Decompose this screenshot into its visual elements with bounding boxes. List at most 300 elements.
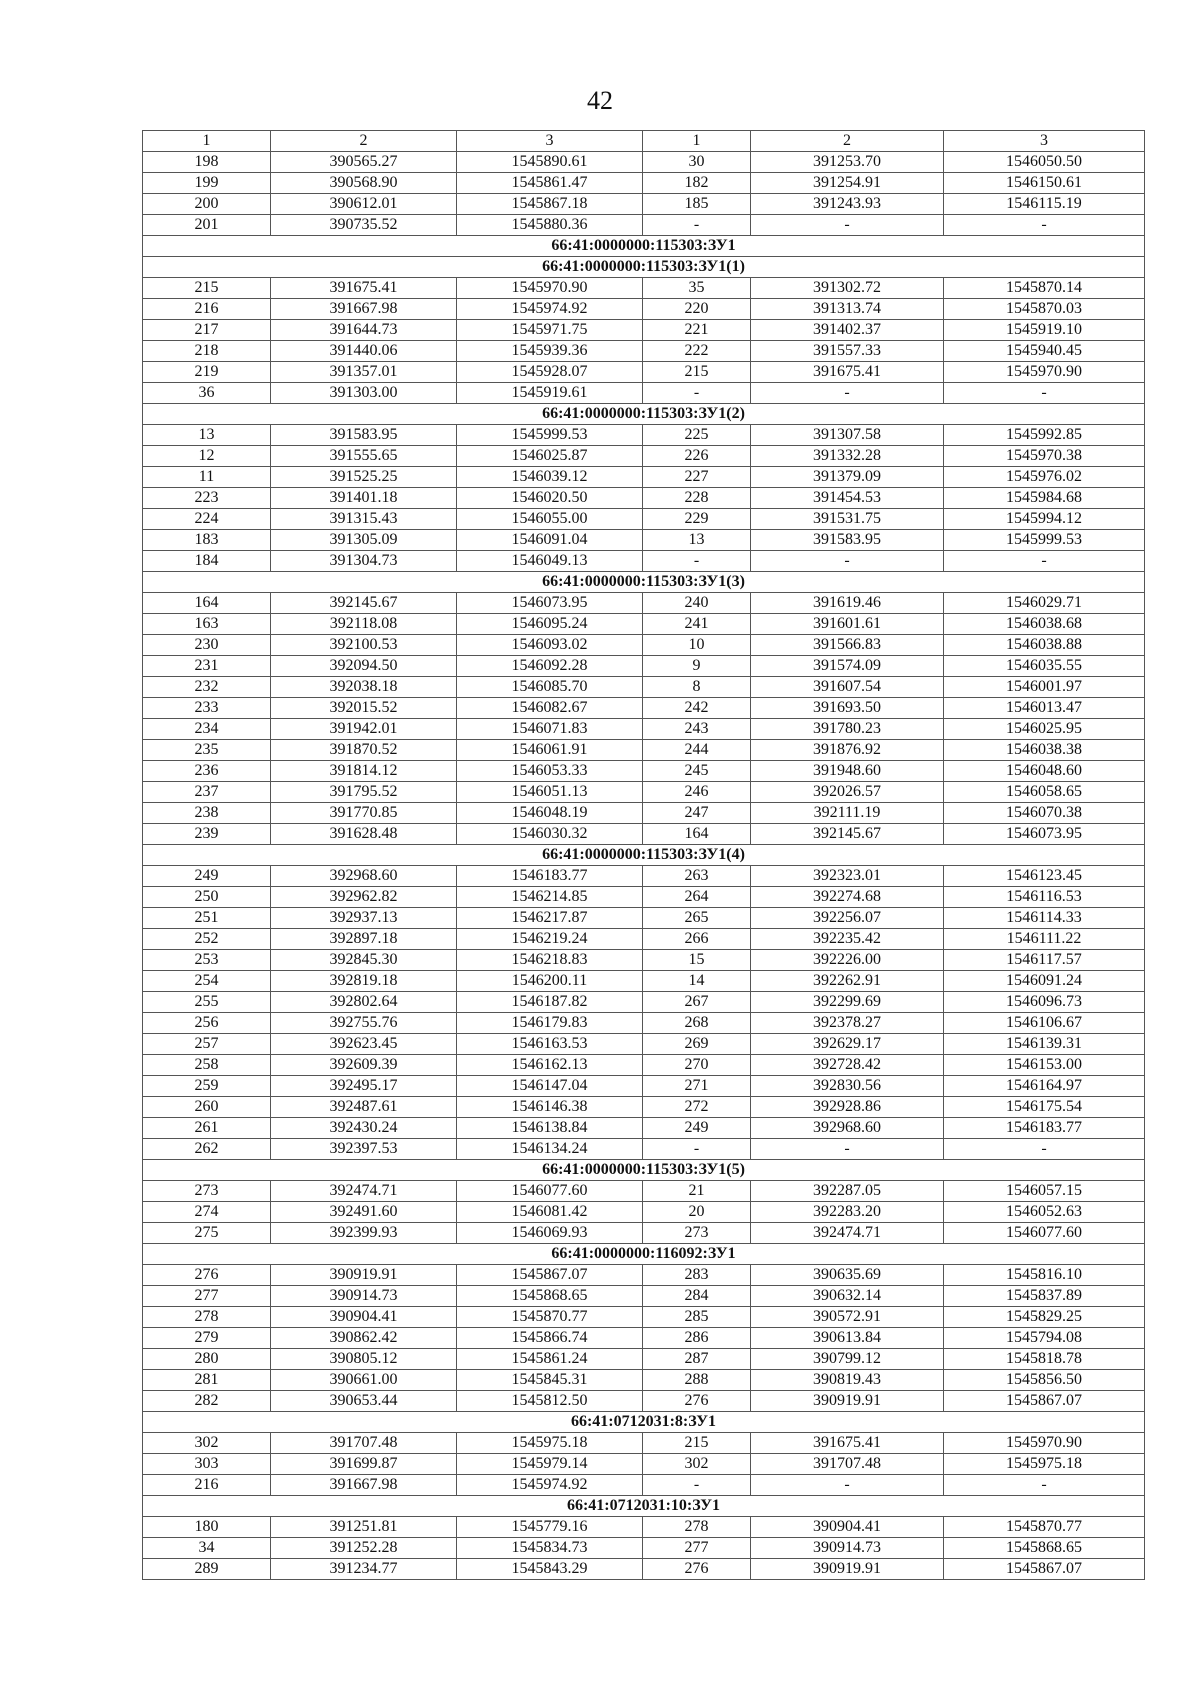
- table-row: [143, 530, 1145, 551]
- table-cell: 34: [143, 1538, 271, 1559]
- cadastral-number-heading: 66:41:0000000:115303:ЗУ1(5): [143, 1160, 1145, 1181]
- table-cell: 392299.69: [751, 992, 944, 1013]
- table-cell: 392323.01: [751, 866, 944, 887]
- table-cell: 30: [643, 152, 751, 173]
- table-cell: 391304.73: [271, 551, 457, 572]
- table-cell: 276: [643, 1391, 751, 1412]
- table-cell: 392145.67: [751, 824, 944, 845]
- table-cell: 1545970.90: [457, 278, 643, 299]
- table-cell: 263: [643, 866, 751, 887]
- table-cell: 227: [643, 467, 751, 488]
- section-title-row: [143, 1496, 1145, 1517]
- table-cell: 223: [143, 488, 271, 509]
- table-cell: 391315.43: [271, 509, 457, 530]
- table-cell: 391870.52: [271, 740, 457, 761]
- table-cell: 392962.82: [271, 887, 457, 908]
- table-cell: 1546214.85: [457, 887, 643, 908]
- table-row: [143, 635, 1145, 656]
- table-cell: 278: [143, 1307, 271, 1328]
- table-cell: 35: [643, 278, 751, 299]
- table-cell: 1546025.87: [457, 446, 643, 467]
- table-row: [143, 299, 1145, 320]
- table-cell: 1545843.29: [457, 1559, 643, 1580]
- table-cell: 1546116.53: [944, 887, 1145, 908]
- table-row: [143, 194, 1145, 215]
- table-cell: 1545971.75: [457, 320, 643, 341]
- table-cell: 391307.58: [751, 425, 944, 446]
- header-cell: 3: [944, 131, 1145, 152]
- table-cell: 390735.52: [271, 215, 457, 236]
- table-cell: 392897.18: [271, 929, 457, 950]
- table-cell: 392623.45: [271, 1034, 457, 1055]
- table-cell: 9: [643, 656, 751, 677]
- table-cell: 391876.92: [751, 740, 944, 761]
- table-cell: 257: [143, 1034, 271, 1055]
- table-cell: 392262.91: [751, 971, 944, 992]
- table-cell: 391601.61: [751, 614, 944, 635]
- table-cell: 265: [643, 908, 751, 929]
- table-cell: 1545794.08: [944, 1328, 1145, 1349]
- table-row: [143, 824, 1145, 845]
- table-cell: 390919.91: [271, 1265, 457, 1286]
- section-title-row: [143, 572, 1145, 593]
- table-cell: 392256.07: [751, 908, 944, 929]
- table-cell: 199: [143, 173, 271, 194]
- table-cell: -: [751, 551, 944, 572]
- table-cell: 391251.81: [271, 1517, 457, 1538]
- table-cell: 1546051.13: [457, 782, 643, 803]
- table-cell: 1546134.24: [457, 1139, 643, 1160]
- table-cell: 391243.93: [751, 194, 944, 215]
- table-row: [143, 1433, 1145, 1454]
- table-cell: 391303.00: [271, 383, 457, 404]
- table-cell: 249: [143, 866, 271, 887]
- table-cell: 390572.91: [751, 1307, 944, 1328]
- table-cell: 1546085.70: [457, 677, 643, 698]
- header-cell: 2: [271, 131, 457, 152]
- table-row: [143, 425, 1145, 446]
- table-cell: 220: [643, 299, 751, 320]
- table-cell: 391619.46: [751, 593, 944, 614]
- table-cell: 392094.50: [271, 656, 457, 677]
- table-cell: 1545867.18: [457, 194, 643, 215]
- table-row: [143, 1181, 1145, 1202]
- table-row: [143, 593, 1145, 614]
- table-cell: 392629.17: [751, 1034, 944, 1055]
- table-cell: 277: [143, 1286, 271, 1307]
- table-cell: 392802.64: [271, 992, 457, 1013]
- table-cell: 255: [143, 992, 271, 1013]
- table-cell: 391814.12: [271, 761, 457, 782]
- table-cell: 268: [643, 1013, 751, 1034]
- table-cell: -: [643, 1139, 751, 1160]
- table-cell: 1546183.77: [944, 1118, 1145, 1139]
- table-cell: 1546183.77: [457, 866, 643, 887]
- table-cell: 1546077.60: [457, 1181, 643, 1202]
- table-cell: 1545970.38: [944, 446, 1145, 467]
- table-cell: 391357.01: [271, 362, 457, 383]
- table-cell: 216: [143, 1475, 271, 1496]
- table-row: [143, 341, 1145, 362]
- cadastral-number-heading: 66:41:0712031:10:ЗУ1: [143, 1496, 1145, 1517]
- cadastral-number-heading: 66:41:0712031:8:ЗУ1: [143, 1412, 1145, 1433]
- table-cell: 1546095.24: [457, 614, 643, 635]
- table-cell: 1545868.65: [457, 1286, 643, 1307]
- table-cell: 1546039.12: [457, 467, 643, 488]
- table-row: [143, 383, 1145, 404]
- table-cell: 1546071.83: [457, 719, 643, 740]
- table-cell: 1545870.77: [944, 1517, 1145, 1538]
- table-row: [143, 1139, 1145, 1160]
- table-cell: 238: [143, 803, 271, 824]
- table-cell: 269: [643, 1034, 751, 1055]
- table-cell: 1545970.90: [944, 1433, 1145, 1454]
- table-cell: 1546013.47: [944, 698, 1145, 719]
- table-cell: 391332.28: [751, 446, 944, 467]
- table-cell: 267: [643, 992, 751, 1013]
- table-cell: 1546146.38: [457, 1097, 643, 1118]
- table-row: [143, 1223, 1145, 1244]
- table-cell: 1545812.50: [457, 1391, 643, 1412]
- table-cell: 391557.33: [751, 341, 944, 362]
- table-row: [143, 173, 1145, 194]
- table-cell: 392728.42: [751, 1055, 944, 1076]
- table-cell: 182: [643, 173, 751, 194]
- table-cell: 11: [143, 467, 271, 488]
- table-cell: 272: [643, 1097, 751, 1118]
- table-cell: 217: [143, 320, 271, 341]
- table-cell: 391675.41: [751, 1433, 944, 1454]
- table-cell: 1546091.24: [944, 971, 1145, 992]
- table-cell: 392378.27: [751, 1013, 944, 1034]
- table-cell: 391699.87: [271, 1454, 457, 1475]
- table-cell: 302: [643, 1454, 751, 1475]
- table-cell: -: [751, 1139, 944, 1160]
- table-cell: 1546163.53: [457, 1034, 643, 1055]
- table-cell: 1546153.00: [944, 1055, 1145, 1076]
- table-row: [143, 1013, 1145, 1034]
- table-cell: 164: [643, 824, 751, 845]
- table-cell: 247: [643, 803, 751, 824]
- table-cell: 1546029.71: [944, 593, 1145, 614]
- table-cell: 392111.19: [751, 803, 944, 824]
- table-cell: 13: [143, 425, 271, 446]
- table-cell: 245: [643, 761, 751, 782]
- table-cell: 278: [643, 1517, 751, 1538]
- table-cell: 1545984.68: [944, 488, 1145, 509]
- table-row: [143, 1202, 1145, 1223]
- table-row: [143, 887, 1145, 908]
- table-cell: 20: [643, 1202, 751, 1223]
- table-cell: 1546058.65: [944, 782, 1145, 803]
- table-cell: 185: [643, 194, 751, 215]
- table-row: [143, 509, 1145, 530]
- table-cell: 237: [143, 782, 271, 803]
- table-cell: 289: [143, 1559, 271, 1580]
- table-cell: 390565.27: [271, 152, 457, 173]
- table-cell: 1545919.61: [457, 383, 643, 404]
- table-cell: 261: [143, 1118, 271, 1139]
- table-cell: 1546069.93: [457, 1223, 643, 1244]
- table-cell: 10: [643, 635, 751, 656]
- table-cell: 1545970.90: [944, 362, 1145, 383]
- table-cell: 390661.00: [271, 1370, 457, 1391]
- table-row: [143, 782, 1145, 803]
- table-cell: 1545867.07: [944, 1391, 1145, 1412]
- table-cell: 390919.91: [751, 1391, 944, 1412]
- table-cell: 284: [643, 1286, 751, 1307]
- table-cell: 21: [643, 1181, 751, 1202]
- table-cell: 1546035.55: [944, 656, 1145, 677]
- table-cell: 391948.60: [751, 761, 944, 782]
- table-cell: 244: [643, 740, 751, 761]
- table-cell: 243: [643, 719, 751, 740]
- table-cell: 1545870.14: [944, 278, 1145, 299]
- table-cell: 391440.06: [271, 341, 457, 362]
- coordinates-table: [142, 130, 1145, 1580]
- table-cell: 180: [143, 1517, 271, 1538]
- table-cell: 163: [143, 614, 271, 635]
- table-cell: 1545834.73: [457, 1538, 643, 1559]
- table-cell: 1546038.38: [944, 740, 1145, 761]
- cadastral-number-heading: 66:41:0000000:115303:ЗУ1(1): [143, 257, 1145, 278]
- table-cell: -: [944, 1139, 1145, 1160]
- table-row: [143, 1370, 1145, 1391]
- table-cell: 391667.98: [271, 299, 457, 320]
- table-cell: 282: [143, 1391, 271, 1412]
- table-cell: 1546055.00: [457, 509, 643, 530]
- table-cell: 216: [143, 299, 271, 320]
- table-cell: 219: [143, 362, 271, 383]
- table-cell: 390632.14: [751, 1286, 944, 1307]
- table-cell: 1546111.22: [944, 929, 1145, 950]
- table-cell: 392145.67: [271, 593, 457, 614]
- table-cell: 1546061.91: [457, 740, 643, 761]
- table-cell: 198: [143, 152, 271, 173]
- table-cell: 1545890.61: [457, 152, 643, 173]
- table-cell: 1545816.10: [944, 1265, 1145, 1286]
- table-row: [143, 278, 1145, 299]
- table-cell: 392026.57: [751, 782, 944, 803]
- table-cell: 241: [643, 614, 751, 635]
- table-cell: -: [643, 1475, 751, 1496]
- table-cell: 391675.41: [751, 362, 944, 383]
- table-cell: 390653.44: [271, 1391, 457, 1412]
- table-cell: 390919.91: [751, 1559, 944, 1580]
- table-cell: 259: [143, 1076, 271, 1097]
- table-cell: 391379.09: [751, 467, 944, 488]
- table-cell: 392100.53: [271, 635, 457, 656]
- table-row: [143, 362, 1145, 383]
- table-cell: 228: [643, 488, 751, 509]
- table-cell: 392038.18: [271, 677, 457, 698]
- table-cell: 215: [143, 278, 271, 299]
- table-cell: 392819.18: [271, 971, 457, 992]
- table-cell: 285: [643, 1307, 751, 1328]
- table-cell: 12: [143, 446, 271, 467]
- table-cell: 391707.48: [271, 1433, 457, 1454]
- table-cell: 1546217.87: [457, 908, 643, 929]
- table-cell: 262: [143, 1139, 271, 1160]
- table-cell: 1546200.11: [457, 971, 643, 992]
- table-row: [143, 467, 1145, 488]
- table-cell: -: [643, 215, 751, 236]
- coordinates-table-body: [143, 131, 1145, 1580]
- table-cell: 1546138.84: [457, 1118, 643, 1139]
- table-cell: 258: [143, 1055, 271, 1076]
- table-cell: 276: [643, 1559, 751, 1580]
- table-row: [143, 1328, 1145, 1349]
- table-cell: 1546077.60: [944, 1223, 1145, 1244]
- table-cell: 392397.53: [271, 1139, 457, 1160]
- table-cell: 1546150.61: [944, 173, 1145, 194]
- table-cell: -: [944, 1475, 1145, 1496]
- table-cell: 221: [643, 320, 751, 341]
- table-cell: 1546114.33: [944, 908, 1145, 929]
- table-cell: 1545940.45: [944, 341, 1145, 362]
- table-row: [143, 803, 1145, 824]
- table-cell: 392755.76: [271, 1013, 457, 1034]
- table-cell: 215: [643, 1433, 751, 1454]
- table-cell: 303: [143, 1454, 271, 1475]
- table-row: [143, 1118, 1145, 1139]
- table-cell: 390862.42: [271, 1328, 457, 1349]
- table-cell: 1546048.60: [944, 761, 1145, 782]
- table-row: [143, 1517, 1145, 1538]
- table-cell: 391607.54: [751, 677, 944, 698]
- table-cell: 392968.60: [271, 866, 457, 887]
- table-cell: 391693.50: [751, 698, 944, 719]
- table-row: [143, 1559, 1145, 1580]
- table-row: [143, 320, 1145, 341]
- table-cell: 232: [143, 677, 271, 698]
- table-cell: 1546179.83: [457, 1013, 643, 1034]
- table-cell: 233: [143, 698, 271, 719]
- table-cell: 8: [643, 677, 751, 698]
- table-cell: 250: [143, 887, 271, 908]
- table-cell: 218: [143, 341, 271, 362]
- table-cell: 1545856.50: [944, 1370, 1145, 1391]
- table-cell: 14: [643, 971, 751, 992]
- table-cell: 264: [643, 887, 751, 908]
- table-cell: 391628.48: [271, 824, 457, 845]
- header-cell: 1: [143, 131, 271, 152]
- table-cell: 256: [143, 1013, 271, 1034]
- table-cell: 1545861.24: [457, 1349, 643, 1370]
- table-cell: 1546070.38: [944, 803, 1145, 824]
- table-cell: 392430.24: [271, 1118, 457, 1139]
- table-row: [143, 1538, 1145, 1559]
- table-cell: 1546081.42: [457, 1202, 643, 1223]
- table-cell: 391253.70: [751, 152, 944, 173]
- table-cell: 1545999.53: [944, 530, 1145, 551]
- table-cell: 1545861.47: [457, 173, 643, 194]
- table-cell: 36: [143, 383, 271, 404]
- table-cell: 1546117.57: [944, 950, 1145, 971]
- table-row: [143, 950, 1145, 971]
- table-row: [143, 740, 1145, 761]
- table-cell: 1546092.28: [457, 656, 643, 677]
- table-row: [143, 908, 1145, 929]
- table-cell: 1545870.03: [944, 299, 1145, 320]
- table-cell: 391770.85: [271, 803, 457, 824]
- table-cell: 239: [143, 824, 271, 845]
- table-cell: 392118.08: [271, 614, 457, 635]
- table-row: [143, 1055, 1145, 1076]
- table-cell: 391583.95: [751, 530, 944, 551]
- section-title-row: [143, 257, 1145, 278]
- table-cell: 391675.41: [271, 278, 457, 299]
- table-cell: 1546001.97: [944, 677, 1145, 698]
- table-cell: 1546093.02: [457, 635, 643, 656]
- table-cell: -: [643, 551, 751, 572]
- table-cell: 391254.91: [751, 173, 944, 194]
- table-cell: 1546106.67: [944, 1013, 1145, 1034]
- table-cell: 1545868.65: [944, 1538, 1145, 1559]
- table-cell: 1546020.50: [457, 488, 643, 509]
- table-row: [143, 1391, 1145, 1412]
- table-cell: 1546164.97: [944, 1076, 1145, 1097]
- table-cell: 1546123.45: [944, 866, 1145, 887]
- table-cell: 1545837.89: [944, 1286, 1145, 1307]
- table-cell: 1546050.50: [944, 152, 1145, 173]
- table-cell: 1546219.24: [457, 929, 643, 950]
- table-cell: 302: [143, 1433, 271, 1454]
- table-cell: 240: [643, 593, 751, 614]
- table-cell: 235: [143, 740, 271, 761]
- table-cell: 273: [143, 1181, 271, 1202]
- table-cell: 287: [643, 1349, 751, 1370]
- table-cell: 1546091.04: [457, 530, 643, 551]
- table-cell: 251: [143, 908, 271, 929]
- table-cell: 1545818.78: [944, 1349, 1145, 1370]
- table-cell: 390819.43: [751, 1370, 944, 1391]
- table-cell: 392283.20: [751, 1202, 944, 1223]
- table-cell: 392474.71: [751, 1223, 944, 1244]
- table-cell: 390914.73: [271, 1286, 457, 1307]
- table-cell: 164: [143, 593, 271, 614]
- table-row: [143, 152, 1145, 173]
- table-cell: 242: [643, 698, 751, 719]
- table-cell: 1545919.10: [944, 320, 1145, 341]
- table-cell: 1546048.19: [457, 803, 643, 824]
- table-row: [143, 551, 1145, 572]
- table-cell: 225: [643, 425, 751, 446]
- table-cell: 390799.12: [751, 1349, 944, 1370]
- table-cell: -: [751, 1475, 944, 1496]
- table-cell: 236: [143, 761, 271, 782]
- table-cell: 1545999.53: [457, 425, 643, 446]
- table-row: [143, 761, 1145, 782]
- table-row: [143, 488, 1145, 509]
- table-cell: 1545939.36: [457, 341, 643, 362]
- table-cell: 254: [143, 971, 271, 992]
- table-row: [143, 1076, 1145, 1097]
- table-cell: 253: [143, 950, 271, 971]
- table-cell: 391555.65: [271, 446, 457, 467]
- table-row: [143, 866, 1145, 887]
- table-row: [143, 614, 1145, 635]
- table-cell: 234: [143, 719, 271, 740]
- section-title-row: [143, 1412, 1145, 1433]
- table-cell: -: [751, 383, 944, 404]
- cadastral-number-heading: 66:41:0000000:116092:ЗУ1: [143, 1244, 1145, 1265]
- table-cell: 391780.23: [751, 719, 944, 740]
- table-header-row: [143, 131, 1145, 152]
- table-cell: 392609.39: [271, 1055, 457, 1076]
- table-row: [143, 1265, 1145, 1286]
- table-cell: 1546038.68: [944, 614, 1145, 635]
